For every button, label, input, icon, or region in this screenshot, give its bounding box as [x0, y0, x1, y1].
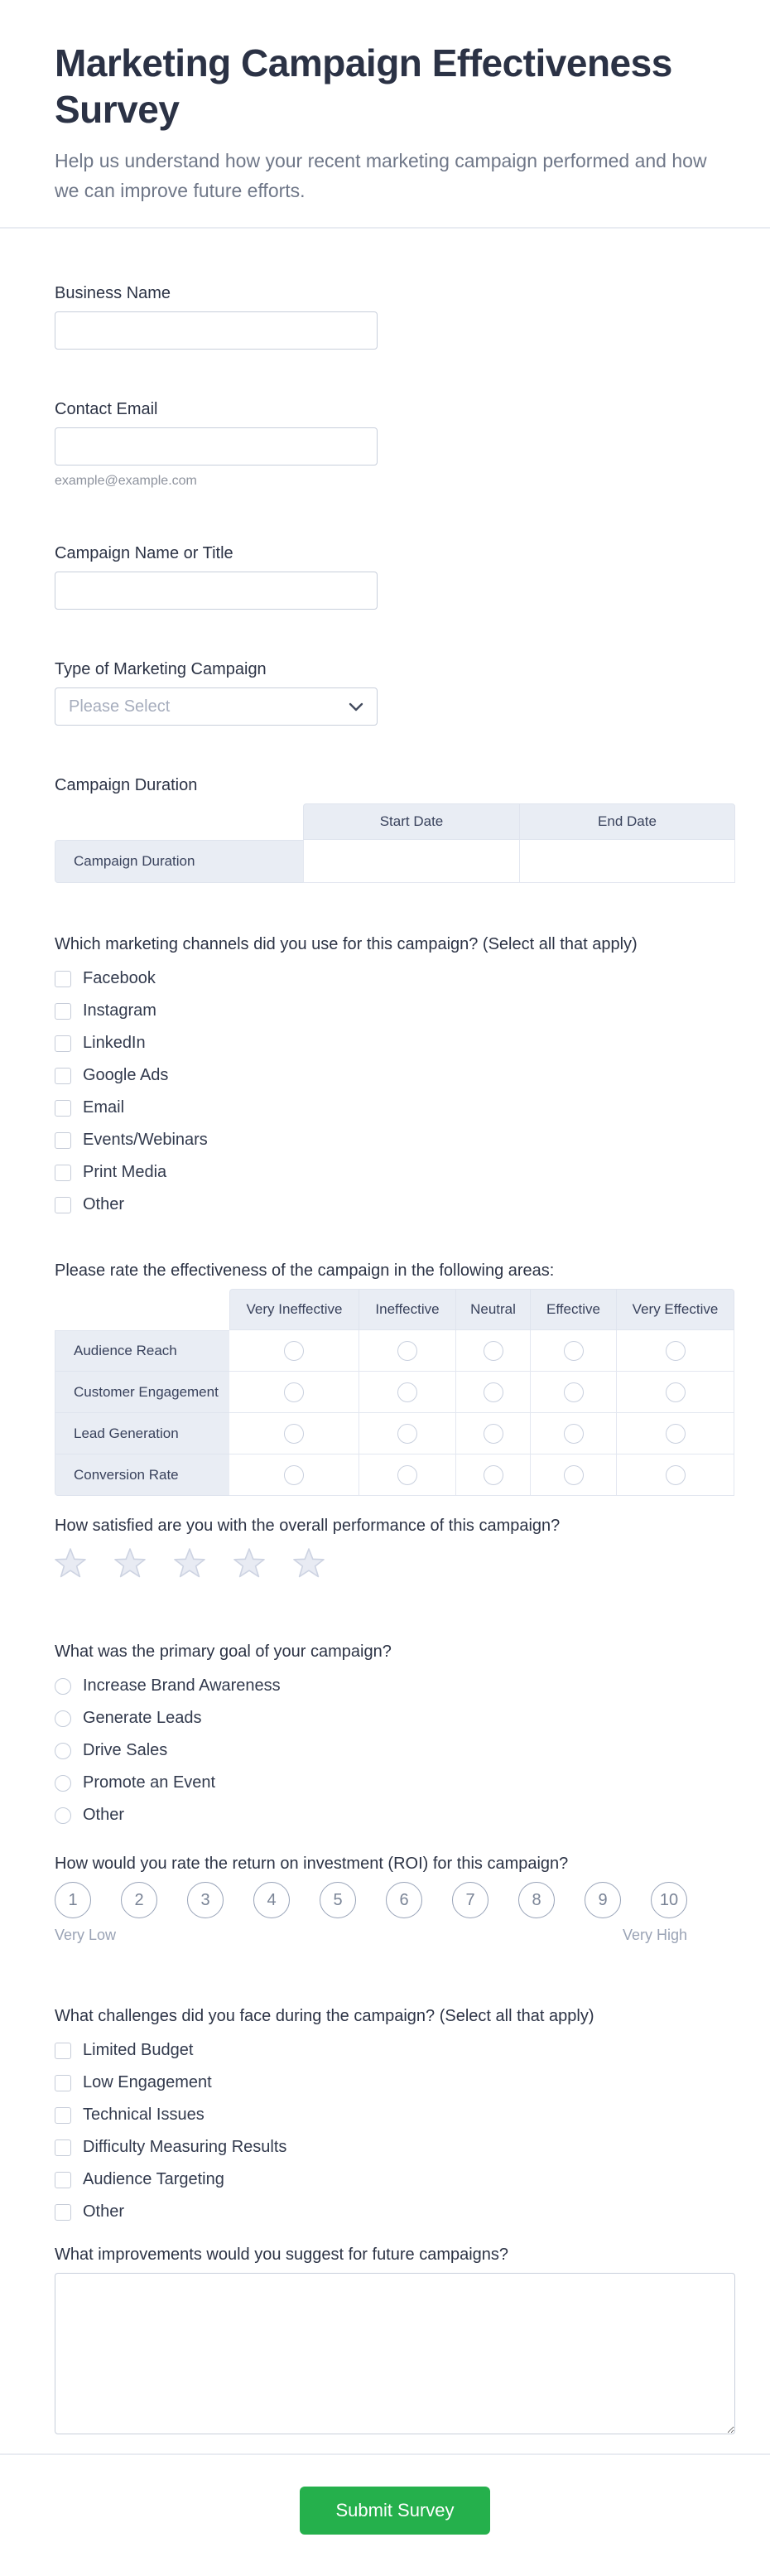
- matrix-cell-lead-generation-5[interactable]: [617, 1413, 734, 1454]
- duration-start-date-cell[interactable]: [303, 840, 519, 883]
- challenges-options: [55, 2034, 735, 2228]
- business-name-input[interactable]: [55, 311, 378, 350]
- checkbox-google-ads[interactable]: [55, 1059, 735, 1092]
- roi-max-label: Very High: [622, 1927, 687, 1943]
- checkbox-icon[interactable]: [55, 1100, 71, 1117]
- duration-col-end-date: End Date: [519, 803, 735, 840]
- matrix-col-very-effective: Very Effective: [617, 1289, 734, 1330]
- matrix-cell-lead-generation-2[interactable]: [359, 1413, 456, 1454]
- matrix-cell-conversion-rate-1[interactable]: [229, 1454, 359, 1496]
- matrix-radio[interactable]: [484, 1382, 503, 1402]
- contact-email-input[interactable]: [55, 427, 378, 466]
- question-roi: [55, 1852, 735, 1945]
- matrix-radio[interactable]: [564, 1341, 584, 1361]
- contact-email-hint: example@example.com: [55, 474, 197, 488]
- matrix-cell-lead-generation-4[interactable]: [531, 1413, 617, 1454]
- radio-icon[interactable]: [55, 1710, 71, 1727]
- checkbox-low-engagement[interactable]: [55, 2067, 735, 2099]
- checkbox-icon[interactable]: [55, 1165, 71, 1181]
- matrix-row-customer-engagement: Customer Engagement: [55, 1372, 229, 1413]
- question-contact-email: [55, 398, 735, 489]
- radio-generate-leads[interactable]: [55, 1702, 735, 1734]
- checkbox-icon[interactable]: [55, 1132, 71, 1149]
- campaign-name-label: Campaign Name or Title: [55, 544, 233, 562]
- matrix-radio[interactable]: [564, 1424, 584, 1444]
- option-label: Google Ads: [83, 1066, 169, 1084]
- checkbox-facebook[interactable]: [55, 962, 735, 995]
- option-label: Promote an Event: [83, 1773, 216, 1792]
- checkbox-icon[interactable]: [55, 2075, 71, 2091]
- campaign-name-input[interactable]: [55, 572, 378, 610]
- roi-scale-option-6[interactable]: 6: [386, 1882, 422, 1918]
- star-icon[interactable]: [293, 1547, 325, 1578]
- roi-scale-option-9[interactable]: 9: [585, 1882, 621, 1918]
- matrix-col-ineffective: Ineffective: [359, 1289, 456, 1330]
- roi-scale-option-3[interactable]: 3: [187, 1882, 224, 1918]
- matrix-radio[interactable]: [284, 1341, 304, 1361]
- campaign-type-placeholder: Please Select: [69, 697, 171, 716]
- duration-col-start-date: Start Date: [303, 803, 519, 840]
- matrix-col-effective: Effective: [531, 1289, 617, 1330]
- business-name-label: Business Name: [55, 284, 171, 302]
- checkbox-instagram[interactable]: [55, 995, 735, 1027]
- matrix-col-very-ineffective: Very Ineffective: [229, 1289, 359, 1330]
- option-label: Increase Brand Awareness: [83, 1676, 281, 1695]
- radio-icon[interactable]: [55, 1807, 71, 1824]
- matrix-row-audience-reach: Audience Reach: [55, 1330, 229, 1372]
- checkbox-icon[interactable]: [55, 1035, 71, 1052]
- checkbox-audience-targeting[interactable]: [55, 2164, 735, 2196]
- campaign-type-label: Type of Marketing Campaign: [55, 660, 267, 678]
- channels-label: Which marketing channels did you use for this campaign? (Select all that apply): [55, 935, 638, 953]
- checkbox-icon[interactable]: [55, 1068, 71, 1084]
- matrix-cell-audience-reach-4[interactable]: [531, 1330, 617, 1372]
- checkbox-icon[interactable]: [55, 1003, 71, 1020]
- matrix-cell-customer-engagement-5[interactable]: [617, 1372, 734, 1413]
- matrix-radio[interactable]: [484, 1465, 503, 1485]
- matrix-radio[interactable]: [397, 1465, 417, 1485]
- matrix-radio[interactable]: [666, 1382, 686, 1402]
- matrix-radio[interactable]: [284, 1382, 304, 1402]
- radio-other-goal[interactable]: [55, 1799, 735, 1831]
- matrix-radio[interactable]: [397, 1382, 417, 1402]
- improvements-textarea[interactable]: [55, 2273, 735, 2434]
- question-satisfaction: [55, 1514, 735, 1579]
- matrix-cell-customer-engagement-3[interactable]: [456, 1372, 531, 1413]
- question-channels: [55, 933, 735, 1221]
- chevron-down-icon: [349, 702, 363, 712]
- campaign-duration-label: Campaign Duration: [55, 776, 198, 794]
- option-label: Limited Budget: [83, 2041, 194, 2059]
- matrix-radio[interactable]: [564, 1382, 584, 1402]
- duration-table: [55, 803, 735, 883]
- checkbox-icon[interactable]: [55, 971, 71, 987]
- roi-scale: [55, 1882, 687, 1918]
- form-body: [0, 229, 770, 2453]
- checkbox-icon[interactable]: [55, 2107, 71, 2124]
- question-campaign-name: [55, 542, 735, 610]
- matrix-corner-cell: [55, 1289, 229, 1330]
- matrix-cell-lead-generation-1[interactable]: [229, 1413, 359, 1454]
- option-label: Difficulty Measuring Results: [83, 2138, 287, 2156]
- matrix-cell-audience-reach-3[interactable]: [456, 1330, 531, 1372]
- matrix-radio[interactable]: [284, 1465, 304, 1485]
- roi-min-label: Very Low: [55, 1927, 117, 1943]
- roi-scale-option-7[interactable]: 7: [452, 1882, 488, 1918]
- question-business-name: [55, 282, 735, 350]
- question-campaign-duration: [55, 774, 735, 883]
- roi-scale-option-2[interactable]: 2: [121, 1882, 157, 1918]
- roi-scale-labels: [55, 1925, 687, 1945]
- option-label: Technical Issues: [83, 2106, 205, 2124]
- option-label: Print Media: [83, 1163, 167, 1181]
- challenges-label: What challenges did you face during the campaign? (Select all that apply): [55, 2007, 594, 2025]
- matrix-cell-conversion-rate-2[interactable]: [359, 1454, 456, 1496]
- option-label: Facebook: [83, 969, 156, 987]
- matrix-cell-audience-reach-1[interactable]: [229, 1330, 359, 1372]
- checkbox-print-media[interactable]: [55, 1156, 735, 1189]
- checkbox-icon[interactable]: [55, 2139, 71, 2156]
- roi-scale-option-5[interactable]: 5: [320, 1882, 356, 1918]
- roi-scale-option-8[interactable]: 8: [518, 1882, 555, 1918]
- duration-end-date-cell[interactable]: [519, 840, 735, 883]
- matrix-cell-conversion-rate-3[interactable]: [456, 1454, 531, 1496]
- checkbox-technical-issues[interactable]: [55, 2099, 735, 2131]
- option-label: Low Engagement: [83, 2073, 212, 2091]
- satisfaction-label: How satisfied are you with the overall performance of this campaign?: [55, 1517, 561, 1535]
- page-subtitle: Help us understand how your recent marketing campaign performed and how we can improve future efforts.: [55, 150, 707, 201]
- question-goal: [55, 1640, 735, 1831]
- roi-scale-option-1[interactable]: 1: [55, 1882, 91, 1918]
- matrix-cell-audience-reach-5[interactable]: [617, 1330, 734, 1372]
- star-rating: [55, 1546, 735, 1579]
- option-label: Generate Leads: [83, 1709, 202, 1727]
- matrix-cell-customer-engagement-2[interactable]: [359, 1372, 456, 1413]
- form-header: [0, 0, 770, 229]
- matrix-radio[interactable]: [564, 1465, 584, 1485]
- star-icon[interactable]: [55, 1547, 86, 1578]
- roi-scale-option-10[interactable]: 10: [651, 1882, 687, 1918]
- checkbox-icon[interactable]: [55, 1197, 71, 1213]
- question-improvements: [55, 2243, 735, 2434]
- checkbox-other-channel[interactable]: [55, 1189, 735, 1221]
- option-label: Drive Sales: [83, 1741, 168, 1759]
- radio-icon[interactable]: [55, 1743, 71, 1759]
- matrix-radio[interactable]: [666, 1465, 686, 1485]
- matrix-row-lead-generation: Lead Generation: [55, 1413, 229, 1454]
- radio-icon[interactable]: [55, 1775, 71, 1792]
- checkbox-icon[interactable]: [55, 2204, 71, 2221]
- checkbox-icon[interactable]: [55, 2043, 71, 2059]
- effectiveness-label: Please rate the effectiveness of the campaign in the following areas:: [55, 1261, 555, 1280]
- matrix-row-conversion-rate: Conversion Rate: [55, 1454, 229, 1496]
- matrix-radio[interactable]: [666, 1424, 686, 1444]
- matrix-radio[interactable]: [397, 1341, 417, 1361]
- matrix-cell-customer-engagement-1[interactable]: [229, 1372, 359, 1413]
- checkbox-events-webinars[interactable]: [55, 1124, 735, 1156]
- checkbox-limited-budget[interactable]: [55, 2034, 735, 2067]
- radio-drive-sales[interactable]: [55, 1734, 735, 1767]
- matrix-cell-conversion-rate-5[interactable]: [617, 1454, 734, 1496]
- option-label: Email: [83, 1098, 125, 1117]
- matrix-radio[interactable]: [666, 1341, 686, 1361]
- option-label: Audience Targeting: [83, 2170, 224, 2188]
- roi-label: How would you rate the return on investment (ROI) for this campaign?: [55, 1855, 569, 1873]
- matrix-radio[interactable]: [484, 1341, 503, 1361]
- matrix-col-neutral: Neutral: [456, 1289, 531, 1330]
- option-label: Events/Webinars: [83, 1131, 208, 1149]
- checkbox-linkedin[interactable]: [55, 1027, 735, 1059]
- improvements-label: What improvements would you suggest for future campaigns?: [55, 2246, 509, 2264]
- matrix-cell-audience-reach-2[interactable]: [359, 1330, 456, 1372]
- matrix-cell-conversion-rate-4[interactable]: [531, 1454, 617, 1496]
- checkbox-email[interactable]: [55, 1092, 735, 1124]
- goal-label: What was the primary goal of your campaign?: [55, 1643, 392, 1661]
- checkbox-difficulty-measuring-results[interactable]: [55, 2131, 735, 2164]
- submit-button[interactable]: Submit Survey: [300, 2487, 490, 2535]
- question-campaign-type: [55, 658, 735, 726]
- contact-email-label: Contact Email: [55, 400, 158, 418]
- effectiveness-table: [55, 1289, 734, 1496]
- star-icon[interactable]: [233, 1547, 265, 1578]
- radio-increase-brand-awareness[interactable]: [55, 1670, 735, 1702]
- channels-options: [55, 962, 735, 1221]
- matrix-radio[interactable]: [397, 1424, 417, 1444]
- duration-corner-cell: [55, 803, 303, 840]
- matrix-radio[interactable]: [484, 1424, 503, 1444]
- duration-row-label: Campaign Duration: [55, 840, 303, 883]
- radio-icon[interactable]: [55, 1678, 71, 1695]
- question-effectiveness-matrix: [55, 1259, 735, 1496]
- goal-options: [55, 1670, 735, 1831]
- matrix-cell-lead-generation-3[interactable]: [456, 1413, 531, 1454]
- option-label: Other: [83, 1195, 125, 1213]
- star-icon[interactable]: [174, 1547, 205, 1578]
- question-challenges: [55, 2004, 735, 2228]
- campaign-type-select[interactable]: [55, 687, 378, 726]
- form-footer: [0, 2453, 770, 2576]
- star-icon[interactable]: [114, 1547, 146, 1578]
- option-label: Instagram: [83, 1001, 156, 1020]
- radio-promote-an-event[interactable]: [55, 1767, 735, 1799]
- checkbox-other-challenge[interactable]: [55, 2196, 735, 2228]
- option-label: LinkedIn: [83, 1034, 146, 1052]
- roi-scale-option-4[interactable]: 4: [253, 1882, 290, 1918]
- matrix-cell-customer-engagement-4[interactable]: [531, 1372, 617, 1413]
- option-label: Other: [83, 1806, 125, 1824]
- checkbox-icon[interactable]: [55, 2172, 71, 2188]
- option-label: Other: [83, 2202, 125, 2221]
- matrix-radio[interactable]: [284, 1424, 304, 1444]
- page-title: Marketing Campaign Effectiveness Survey: [55, 41, 672, 131]
